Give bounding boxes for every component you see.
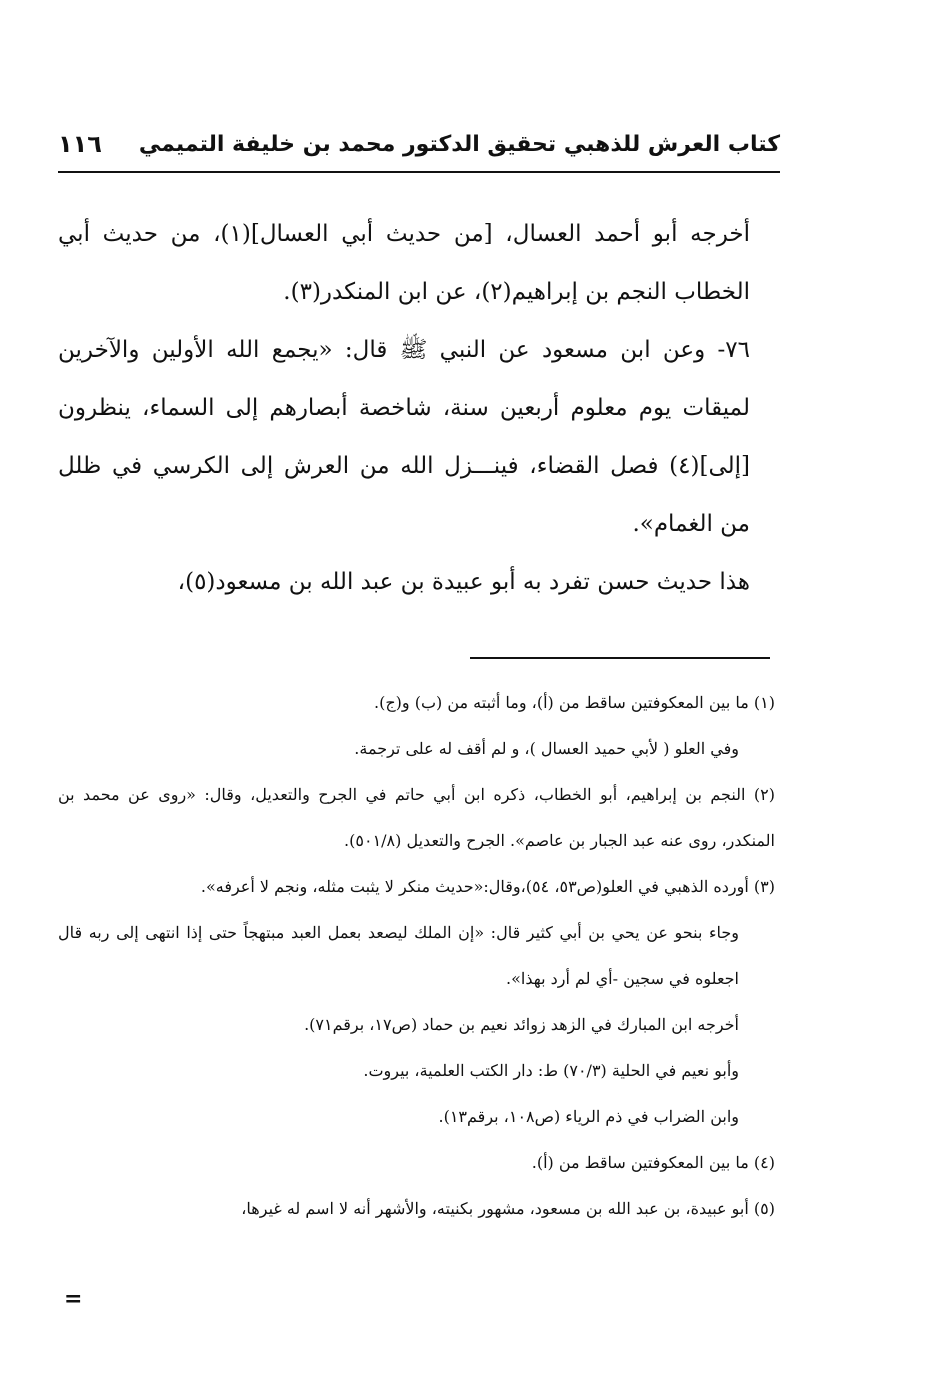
footnote-3-source-3: وابن الضراب في ذم الرياء (ص١٠٨، برقم١٣). — [438, 1107, 739, 1126]
footnote-4: (٤) ما بين المعكوفتين ساقط من (أ). — [531, 1153, 775, 1172]
paragraph-3: هذا حديث حسن تفرد به أبو عبيدة بن عبد الله بن مسعود(٥)، — [177, 569, 750, 595]
header-rule — [58, 171, 780, 173]
main-text — [58, 205, 750, 611]
footnotes — [58, 680, 775, 1232]
footnote-3-source-1: أخرجه ابن المبارك في الزهد زوائد نعيم بن حماد (ص١٧، برقم٧١). — [304, 1015, 739, 1034]
footnote-5: (٥) أبو عبيدة، بن عبد الله بن مسعود، مشهور بكنيته، والأشهر أنه لا اسم له غيرها، — [241, 1199, 775, 1218]
footnote-1: (١) ما بين المعكوفتين ساقط من (أ)، وما أثبته من (ب) و(ج). — [374, 693, 775, 712]
running-title: كتاب العرش للذهبي تحقيق الدكتور محمد بن خليفة التميمي — [138, 131, 780, 157]
page-header — [58, 118, 780, 170]
paragraph-1: أخرجه أبو أحمد العسال، [من حديث أبي العسال](١)، من حديث أبي الخطاب النجم بن إبراهيم(٢)، عن ابن المنكدر(٣). — [58, 221, 751, 305]
footnote-3: (٣) أورده الذهبي في العلو(ص٥٣، ٥٤)،وقال:«حديث منكر لا يثبت مثله، ونجم لا أعرفه». — [200, 877, 775, 896]
page-number: ١١٦ — [58, 130, 102, 158]
footnote-2: (٢) النجم بن إبراهيم، أبو الخطاب، ذكره ابن أبي حاتم في الجرح والتعديل، وقال: «روى عن محمد بن المنكدر، روى عنه عبد الجبار بن عاصم». الجرح والتعديل (٥٠١/٨). — [58, 785, 775, 850]
footnote-1-note: وفي العلو ( لأبي حميد العسال )، و لم أقف له على ترجمة. — [354, 739, 739, 758]
footnote-3-note: وجاء بنحو عن يحي بن أبي كثير قال: «إن الملك ليصعد بعمل العبد مبتهجاً حتى إذا انتهى إلى ربه قال اجعلوه في سجين -أي لم أرد بهذا». — [58, 923, 739, 988]
footnote-separator — [470, 657, 770, 659]
footnote-3-source-2: وأبو نعيم في الحلية (٧٠/٣) ط: دار الكتب العلمية، بيروت. — [363, 1061, 739, 1080]
paragraph-hadith-76: ٧٦- وعن ابن مسعود عن النبي ﷺ قال: «يجمع الله الأولين والآخرين لميقات يوم معلوم أربعين سنة، شاخصة أبصارهم إلى السماء، ينظرون [إلى](٤) فصل القضاء، فينـــزل الله من العرش إلى الكرسي في ظلل من الغمام». — [58, 337, 750, 537]
continuation-mark: = — [64, 1286, 83, 1312]
